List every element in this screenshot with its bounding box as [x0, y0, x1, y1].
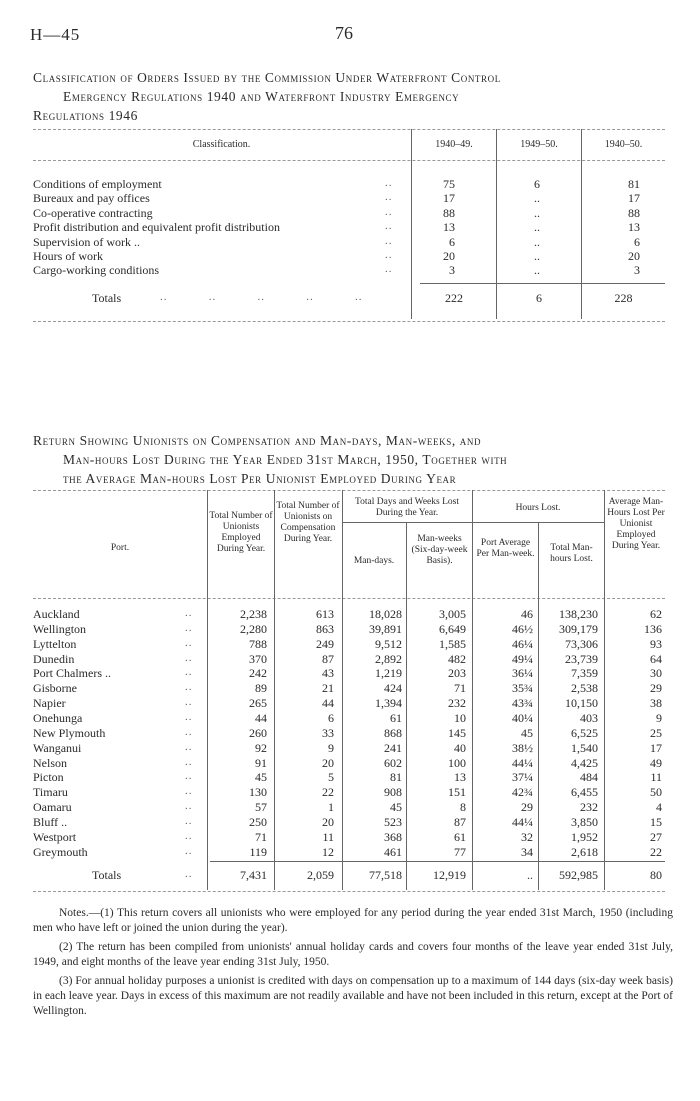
- table1-cell: 20: [443, 249, 455, 263]
- table2-port-name: Timaru: [33, 785, 68, 800]
- table1-row-label: Hours of work: [33, 249, 103, 263]
- table2-cell: 4: [656, 800, 662, 815]
- table2-cell: 5: [328, 770, 334, 785]
- table1-header-classification: Classification.: [192, 139, 251, 150]
- table2-cell: 1,394: [375, 696, 402, 711]
- table2-row-leader: ..: [185, 740, 193, 753]
- table1-row-label: Supervision of work ..: [33, 234, 140, 249]
- table2-cell: 1: [328, 800, 334, 815]
- table1-cell: 3: [634, 263, 640, 278]
- table2-top-rule: [33, 490, 665, 491]
- table2-cell: 2,618: [571, 844, 598, 859]
- table2-cell: 11: [650, 770, 662, 785]
- table2-cell: 49¼: [512, 651, 533, 666]
- table2-totals-leaders: ..: [185, 868, 193, 880]
- table2-cell: 38½: [512, 740, 533, 755]
- table2-cell: 44¼: [512, 814, 533, 829]
- table2-cell: 49: [650, 755, 662, 770]
- table2-header-port: Port.: [110, 543, 130, 553]
- table2-port-name: Oamaru: [33, 800, 72, 815]
- table2-cell: 81: [390, 770, 402, 785]
- table2-cell: 57: [255, 800, 267, 815]
- table2-port-name: Greymouth: [33, 844, 88, 859]
- table2-cell: 46½: [512, 621, 533, 636]
- table2-port-name: Gisborne: [33, 681, 77, 696]
- table2-header-days-weeks: Total Days and Weeks Lost During the Year.: [355, 497, 459, 518]
- table2-cell: 482: [448, 651, 466, 666]
- table2-cell: 73,306: [565, 636, 598, 651]
- table2-cell: 38: [650, 696, 662, 711]
- table1-bottom-rule: [33, 321, 665, 322]
- table2-header-man-days: Man-days.: [353, 556, 395, 566]
- table2-cell: 461: [384, 844, 402, 859]
- table2-cell: 25: [650, 725, 662, 740]
- table2-row-leader: ..: [185, 755, 193, 768]
- table2-total-cell: 77,518: [369, 868, 402, 882]
- table2-cell: 6,525: [571, 725, 598, 740]
- table2-bottom-rule: [33, 891, 665, 892]
- table1-cell: 75: [443, 177, 455, 191]
- table2-header-rule: [33, 598, 665, 599]
- table1-row-leader: ..: [385, 220, 393, 233]
- table2-row-leader: ..: [185, 725, 193, 738]
- table2-row-leader: ..: [185, 651, 193, 664]
- table1-header-col2: 1949–50.: [520, 139, 558, 150]
- table2-title-line2: Man-hours Lost During the Year Ended 31st March, 1950, Together with: [63, 452, 508, 467]
- table2-cell: 100: [448, 755, 466, 770]
- table2-cell: 29: [650, 681, 662, 696]
- table1-row-label: Co-operative contracting: [33, 205, 153, 220]
- table2-port-name: Westport: [33, 829, 77, 844]
- table2-header-total-employed: Total Number of Unionists Employed During Year.: [209, 511, 273, 554]
- table2-row-leader: ..: [185, 636, 193, 649]
- table1-row-label: Cargo-working conditions: [33, 263, 160, 278]
- table2-port-name: Lyttelton: [33, 636, 77, 651]
- table2-cell: 33: [322, 725, 334, 740]
- table2-header-man-weeks: Man-weeks (Six-day-week Basis).: [411, 534, 468, 566]
- table2-cell: 13: [454, 770, 466, 785]
- table2-cell: 18,028: [369, 607, 402, 621]
- table2-cell: 87: [454, 814, 466, 829]
- table1-cell: ..: [534, 220, 540, 235]
- table2-cell: 12: [322, 844, 334, 859]
- table1-cell: 6: [534, 177, 540, 191]
- table2-totals-label: Totals: [92, 868, 122, 882]
- table2-cell: 6,649: [439, 621, 466, 636]
- table2-cell: 44: [322, 696, 334, 711]
- table2-cell: 43: [322, 666, 334, 681]
- table1-header-col1: 1940–49.: [435, 139, 473, 150]
- table1-row-leader: ..: [385, 205, 393, 218]
- table2-port-name: Onehunga: [33, 710, 83, 725]
- table2-cell: 36¼: [512, 666, 533, 681]
- table2-title-line3: the Average Man-hours Lost Per Unionist Employed During Year: [63, 471, 457, 486]
- table2-total-cell: 592,985: [559, 868, 598, 882]
- table1-header-rule: [33, 160, 665, 161]
- table2-cell: 602: [384, 755, 402, 770]
- table2-row-leader: ..: [185, 696, 193, 709]
- table2-cell: 93: [650, 636, 662, 651]
- table2-cell: 241: [384, 740, 402, 755]
- note-1: Notes.—(1) This return covers all unionists who were employed for any period during the year ended 31st March, 1950 (including men who have left or joined the union during the year).: [33, 907, 673, 934]
- table2-cell: 20: [322, 755, 334, 770]
- table2-cell: 62: [650, 607, 662, 621]
- table2-cell: 138,230: [559, 607, 598, 621]
- table2-row-leader: ..: [185, 710, 193, 723]
- table2-cell: 4,425: [571, 755, 598, 770]
- table2-cell: 71: [255, 829, 267, 844]
- table2-cell: 61: [454, 829, 466, 844]
- table1-cell: ..: [534, 263, 540, 278]
- table2-port-name: Port Chalmers ..: [33, 666, 111, 681]
- table2-cell: 130: [249, 785, 267, 800]
- table2-cell: 3,005: [439, 607, 466, 621]
- table1-cell: ..: [534, 234, 540, 249]
- table2-cell: 34: [521, 844, 533, 859]
- table1-title-line1: Classification of Orders Issued by the Commission Under Waterfront Control: [33, 70, 501, 85]
- table2-cell: 46¼: [512, 636, 533, 651]
- table1-top-rule: [33, 129, 665, 130]
- table1-cell: 13: [443, 220, 455, 235]
- table1-cell: ..: [534, 191, 540, 206]
- table2-cell: 868: [384, 725, 402, 740]
- table1-row-leader: ..: [385, 234, 393, 247]
- table2-cell: 265: [249, 696, 267, 711]
- table2-cell: 232: [448, 696, 466, 711]
- table1-cell: 6: [449, 234, 455, 249]
- table2-cell: 39,891: [369, 621, 402, 636]
- table2-cell: 1,219: [375, 666, 402, 681]
- table2-cell: 91: [255, 755, 267, 770]
- table2-cell: 92: [255, 740, 267, 755]
- table2-cell: 35¾: [512, 681, 533, 696]
- table1-cell: 81: [628, 177, 640, 191]
- table2-cell: 40¼: [512, 710, 533, 725]
- table2-title-line1: Return Showing Unionists on Compensation and Man-days, Man-weeks, and: [33, 433, 482, 448]
- table2-cell: 3,850: [571, 814, 598, 829]
- table2-row-leader: ..: [185, 829, 193, 842]
- table2-total-cell: 7,431: [240, 868, 267, 882]
- table1-row-label: Conditions of employment: [33, 177, 162, 191]
- table2-cell: 249: [316, 636, 334, 651]
- table2-cell: 23,739: [565, 651, 598, 666]
- table2-cell: 30: [650, 666, 662, 681]
- table1-row-label: Profit distribution and equivalent profit distribution: [33, 220, 280, 235]
- table2-cell: 44¼: [512, 755, 533, 770]
- table2-row-leader: ..: [185, 681, 193, 694]
- table2-cell: 21: [322, 681, 334, 696]
- table2-port-name: Nelson: [33, 755, 67, 770]
- table2-cell: 2,892: [375, 651, 402, 666]
- table2-cell: 1,585: [439, 636, 466, 651]
- table1-row-leader: ..: [385, 191, 393, 204]
- table2-cell: 9: [328, 740, 334, 755]
- table2-cell: 89: [255, 681, 267, 696]
- table2-cell: 42¾: [512, 785, 533, 800]
- table2-port-name: Picton: [33, 770, 64, 785]
- table1-cell: 17: [628, 191, 640, 206]
- table2-cell: 32: [521, 829, 533, 844]
- table2-cell: 788: [249, 636, 267, 651]
- table2-row-leader: ..: [185, 666, 193, 679]
- table2-cell: 250: [249, 814, 267, 829]
- table2-total-cell: 80: [650, 868, 662, 882]
- table2-cell: 232: [580, 800, 598, 815]
- table2-cell: 145: [448, 725, 466, 740]
- table2-cell: 45: [390, 800, 402, 815]
- table2-cell: 37¼: [512, 770, 533, 785]
- table2-days-group-rule: [342, 522, 472, 523]
- table1-header-col3: 1940–50.: [604, 139, 643, 150]
- table2-cell: 17: [650, 740, 662, 755]
- table2-cell: 136: [644, 621, 662, 636]
- table2-cell: 403: [580, 710, 598, 725]
- table2-cell: 22: [650, 844, 662, 859]
- table2-port-name: Dunedin: [33, 651, 75, 666]
- table2-row-leader: ..: [185, 785, 193, 798]
- table1-cell: 20: [628, 249, 640, 263]
- table1-title: [33, 68, 501, 125]
- table2-cell: 368: [384, 829, 402, 844]
- table2-port-name: Auckland: [33, 607, 80, 621]
- table2-row-leader: ..: [185, 800, 193, 813]
- table2-cell: 10,150: [565, 696, 598, 711]
- table2-cell: 64: [650, 651, 662, 666]
- table2-cell: 44: [255, 710, 267, 725]
- table2-cell: 260: [249, 725, 267, 740]
- table2-cell: 370: [249, 651, 267, 666]
- table1-total-col3: 228: [614, 291, 633, 305]
- table2-cell: 29: [521, 800, 533, 815]
- table2-row-leader: ..: [185, 844, 193, 857]
- table2-cell: 242: [249, 666, 267, 681]
- table1-cell: 88: [628, 205, 640, 220]
- table1-totals-label: Totals: [92, 291, 122, 305]
- table2-port-name: Bluff ..: [33, 814, 68, 829]
- table2-cell: 45: [521, 725, 533, 740]
- page-number: 76: [335, 23, 353, 43]
- table2-row-leader: ..: [185, 770, 193, 783]
- table1-total-col1: 222: [445, 291, 463, 305]
- table2-header-port-avg: Port Average Per Man-week.: [476, 538, 535, 559]
- table1-cell: 3: [449, 263, 455, 278]
- table2-total-cell: 12,919: [433, 868, 466, 882]
- table2-header-total-comp: Total Number of Unionists on Compensation During Year.: [276, 501, 340, 544]
- table2-cell: 309,179: [559, 621, 598, 636]
- table2-cell: 77: [454, 844, 466, 859]
- table1-total-col2: 6: [536, 291, 542, 305]
- table1-cell: ..: [534, 249, 540, 263]
- table2-cell: 10: [454, 710, 466, 725]
- table2-cell: 7,359: [571, 666, 598, 681]
- table2-cell: 61: [390, 710, 402, 725]
- notes: [33, 906, 673, 1023]
- table1-cell: 13: [628, 220, 640, 235]
- table2-cell: 908: [384, 785, 402, 800]
- table2-port-name: Wellington: [33, 621, 87, 636]
- table2-header-hours-lost: Hours Lost.: [515, 503, 561, 513]
- table2-cell: 50: [650, 785, 662, 800]
- table2-cell: 523: [384, 814, 402, 829]
- table2-cell: 2,238: [240, 607, 267, 621]
- note-2: (2) The return has been compiled from unionists' annual holiday cards and covers four months of the leave year ended 31st July, 1949, and eight months of the leave year ending 31st July, 1950.: [33, 941, 673, 968]
- table2-cell: 1,952: [571, 829, 598, 844]
- table1-totals-rule: [420, 283, 665, 284]
- table2-cell: 43¾: [512, 696, 533, 711]
- table2-cell: 6,455: [571, 785, 598, 800]
- table2-cell: 9,512: [375, 636, 402, 651]
- table2-cell: 27: [650, 829, 662, 844]
- table2-cell: 22: [322, 785, 334, 800]
- table2-cell: 15: [650, 814, 662, 829]
- table2-title: [33, 431, 507, 488]
- table2-port-name: New Plymouth: [33, 725, 106, 740]
- table2-cell: 8: [460, 800, 466, 815]
- table2-row-leader: ..: [185, 621, 193, 634]
- table1-cell: 17: [443, 191, 455, 206]
- table2-cell: 2,280: [240, 621, 267, 636]
- table2-cell: 2,538: [571, 681, 598, 696]
- table2-cell: 40: [454, 740, 466, 755]
- table2-cell: 20: [322, 814, 334, 829]
- table1-row-leader: ..: [385, 177, 393, 189]
- table2-cell: 11: [322, 829, 334, 844]
- table2-total-cell: 2,059: [307, 868, 334, 882]
- table1-title-line2: Emergency Regulations 1940 and Waterfront Industry Emergency: [63, 89, 460, 104]
- table2-cell: 46: [521, 607, 533, 621]
- table2-cell: 45: [255, 770, 267, 785]
- table2-header-total-man-hours: Total Man-hours Lost.: [550, 543, 593, 564]
- page-ref: H—45: [30, 25, 81, 44]
- table2-cell: 863: [316, 621, 334, 636]
- table2-cell: 71: [454, 681, 466, 696]
- table2-cell: 203: [448, 666, 466, 681]
- table2-port-name: Napier: [33, 696, 66, 711]
- table1-row-label: Bureaux and pay offices: [33, 191, 150, 206]
- table1-cell: 6: [634, 234, 640, 249]
- table2-cell: 9: [656, 710, 662, 725]
- table1-cell: ..: [534, 205, 540, 220]
- table2-cell: 6: [328, 710, 334, 725]
- table2-total-cell: ..: [527, 868, 533, 882]
- table1-totals-leaders: .. .. .. .. ..: [160, 291, 363, 303]
- table2-row-leader: ..: [185, 814, 193, 827]
- table1-cell: 88: [443, 205, 455, 220]
- table2-cell: 1,540: [571, 740, 598, 755]
- table1-title-line3: Regulations 1946: [33, 108, 138, 123]
- table1-row-leader: ..: [385, 263, 393, 276]
- table2-cell: 484: [580, 770, 598, 785]
- table2-cell: 613: [316, 607, 334, 621]
- table2-cell: 151: [448, 785, 466, 800]
- note-3: (3) For annual holiday purposes a unionist is credited with days on compensation up to a maximum of 144 days (six-day week basis) in each leave year. Days in excess of this maximum are not readily available and have not been included in this return, except at the Port of Wellington.: [33, 975, 673, 1017]
- table2-totals-rule: [210, 861, 665, 862]
- table2-cell: 424: [384, 681, 402, 696]
- table2-port-name: Wanganui: [33, 740, 82, 755]
- table2-cell: 87: [322, 651, 334, 666]
- table2-row-leader: ..: [185, 607, 193, 619]
- table2-cell: 119: [249, 844, 267, 859]
- table2-header-avg-hours: Average Man-Hours Lost Per Unionist Employed During Year.: [607, 497, 665, 551]
- table1-row-leader: ..: [385, 249, 393, 261]
